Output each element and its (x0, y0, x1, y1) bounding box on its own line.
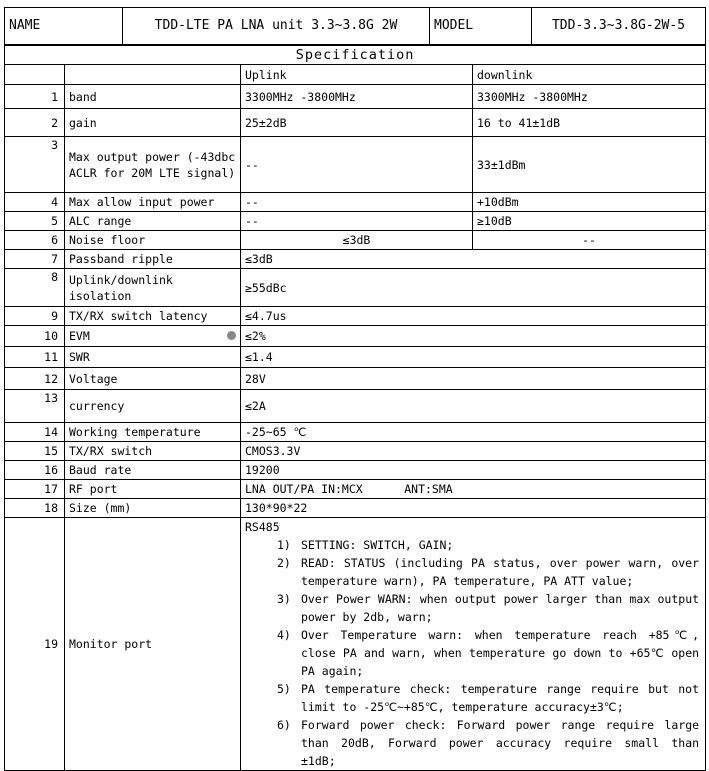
model-value: TDD-3.3~3.8G-2W-5 (532, 8, 706, 45)
table-row: 2 gain 25±2dB 16 to 41±1dB (5, 109, 706, 137)
table-row: 3 Max output power (-43dbc ACLR for 20M LTE signal) -- 33±1dBm (5, 137, 706, 193)
table-row: 15 TX/RX switch CMOS3.3V (5, 442, 706, 461)
table-row: 8 Uplink/downlink isolation ≥55dBc (5, 269, 706, 307)
table-row: 1 band 3300MHz -3800MHz 3300MHz -3800MHz (5, 85, 706, 109)
header-table (4, 7, 706, 45)
monitor-list (245, 536, 699, 770)
list-item: 4) Over Temperature warn: when temperature reach +85℃, close PA and warn, when temperature go down to +65℃ open PA again; (277, 628, 700, 678)
table-row: 9 TX/RX switch latency ≤4.7us (5, 307, 706, 326)
list-item: 2) READ: STATUS (including PA status, over power warn, over temperature warn), PA temperature, PA ATT value; (277, 556, 700, 588)
table-row: 12 Voltage 28V (5, 368, 706, 390)
name-label: NAME (5, 8, 123, 45)
table-row: 5 ALC range -- ≥10dB (5, 212, 706, 231)
spec-title: Specification (5, 46, 706, 65)
col-downlink-header: downlink (473, 65, 706, 85)
table-row: 11 SWR ≤1.4 (5, 347, 706, 368)
table-row: 19 Monitor port RS485 1) SETTING: SWITCH, GAIN; 2) READ: STATUS (including PA status, over power warn, over temperature warn), PA temperature, PA ATT value; 3) Over Power WARN: when output power larger than max output power by 2db, warn; 4) Over Temperature warn: when temperature reach +85℃, close PA and warn, when temperature go down to +65℃ open PA again; 5) PA temperature check: temperature range require but not limit to -25℃~+85℃, temperature accuracy±3℃; 6) Forward power check: Forward power range require large than 20dB, Forward power accuracy require small than ±1dB; (5, 518, 706, 771)
spec-document (4, 7, 705, 771)
table-row: 10 EVM ≤2% (5, 326, 706, 347)
table-row: 6 Noise floor ≤3dB -- (5, 231, 706, 250)
marker-dot-icon (227, 331, 236, 340)
list-item: 6) Forward power check: Forward power range require large than 20dB, Forward power accuracy require small than ±1dB; (277, 718, 700, 768)
col-uplink-header: Uplink (241, 65, 473, 85)
table-row: 17 RF port LNA OUT/PA IN:MCX ANT:SMA (5, 480, 706, 499)
table-row: 13 currency ≤2A (5, 390, 706, 423)
table-row: 7 Passband ripple ≤3dB (5, 250, 706, 269)
table-row: 4 Max allow input power -- +10dBm (5, 193, 706, 212)
col-param-header (65, 65, 241, 85)
monitor-title: RS485 (245, 520, 280, 534)
col-num-header (5, 65, 65, 85)
table-row: 14 Working temperature -25~65 ℃ (5, 423, 706, 442)
list-item: 1) SETTING: SWITCH, GAIN; (277, 538, 454, 552)
table-row: 16 Baud rate 19200 (5, 461, 706, 480)
list-item: 3) Over Power WARN: when output power larger than max output power by 2db, warn; (277, 592, 700, 624)
table-row: 18 Size (mm) 130*90*22 (5, 499, 706, 518)
monitor-port-details (241, 518, 706, 771)
spec-table (4, 45, 706, 771)
list-item: 5) PA temperature check: temperature range require but not limit to -25℃~+85℃, temperature accuracy±3℃; (277, 682, 700, 714)
product-name: TDD-LTE PA LNA unit 3.3~3.8G 2W (123, 8, 430, 45)
model-label: MODEL (430, 8, 532, 45)
